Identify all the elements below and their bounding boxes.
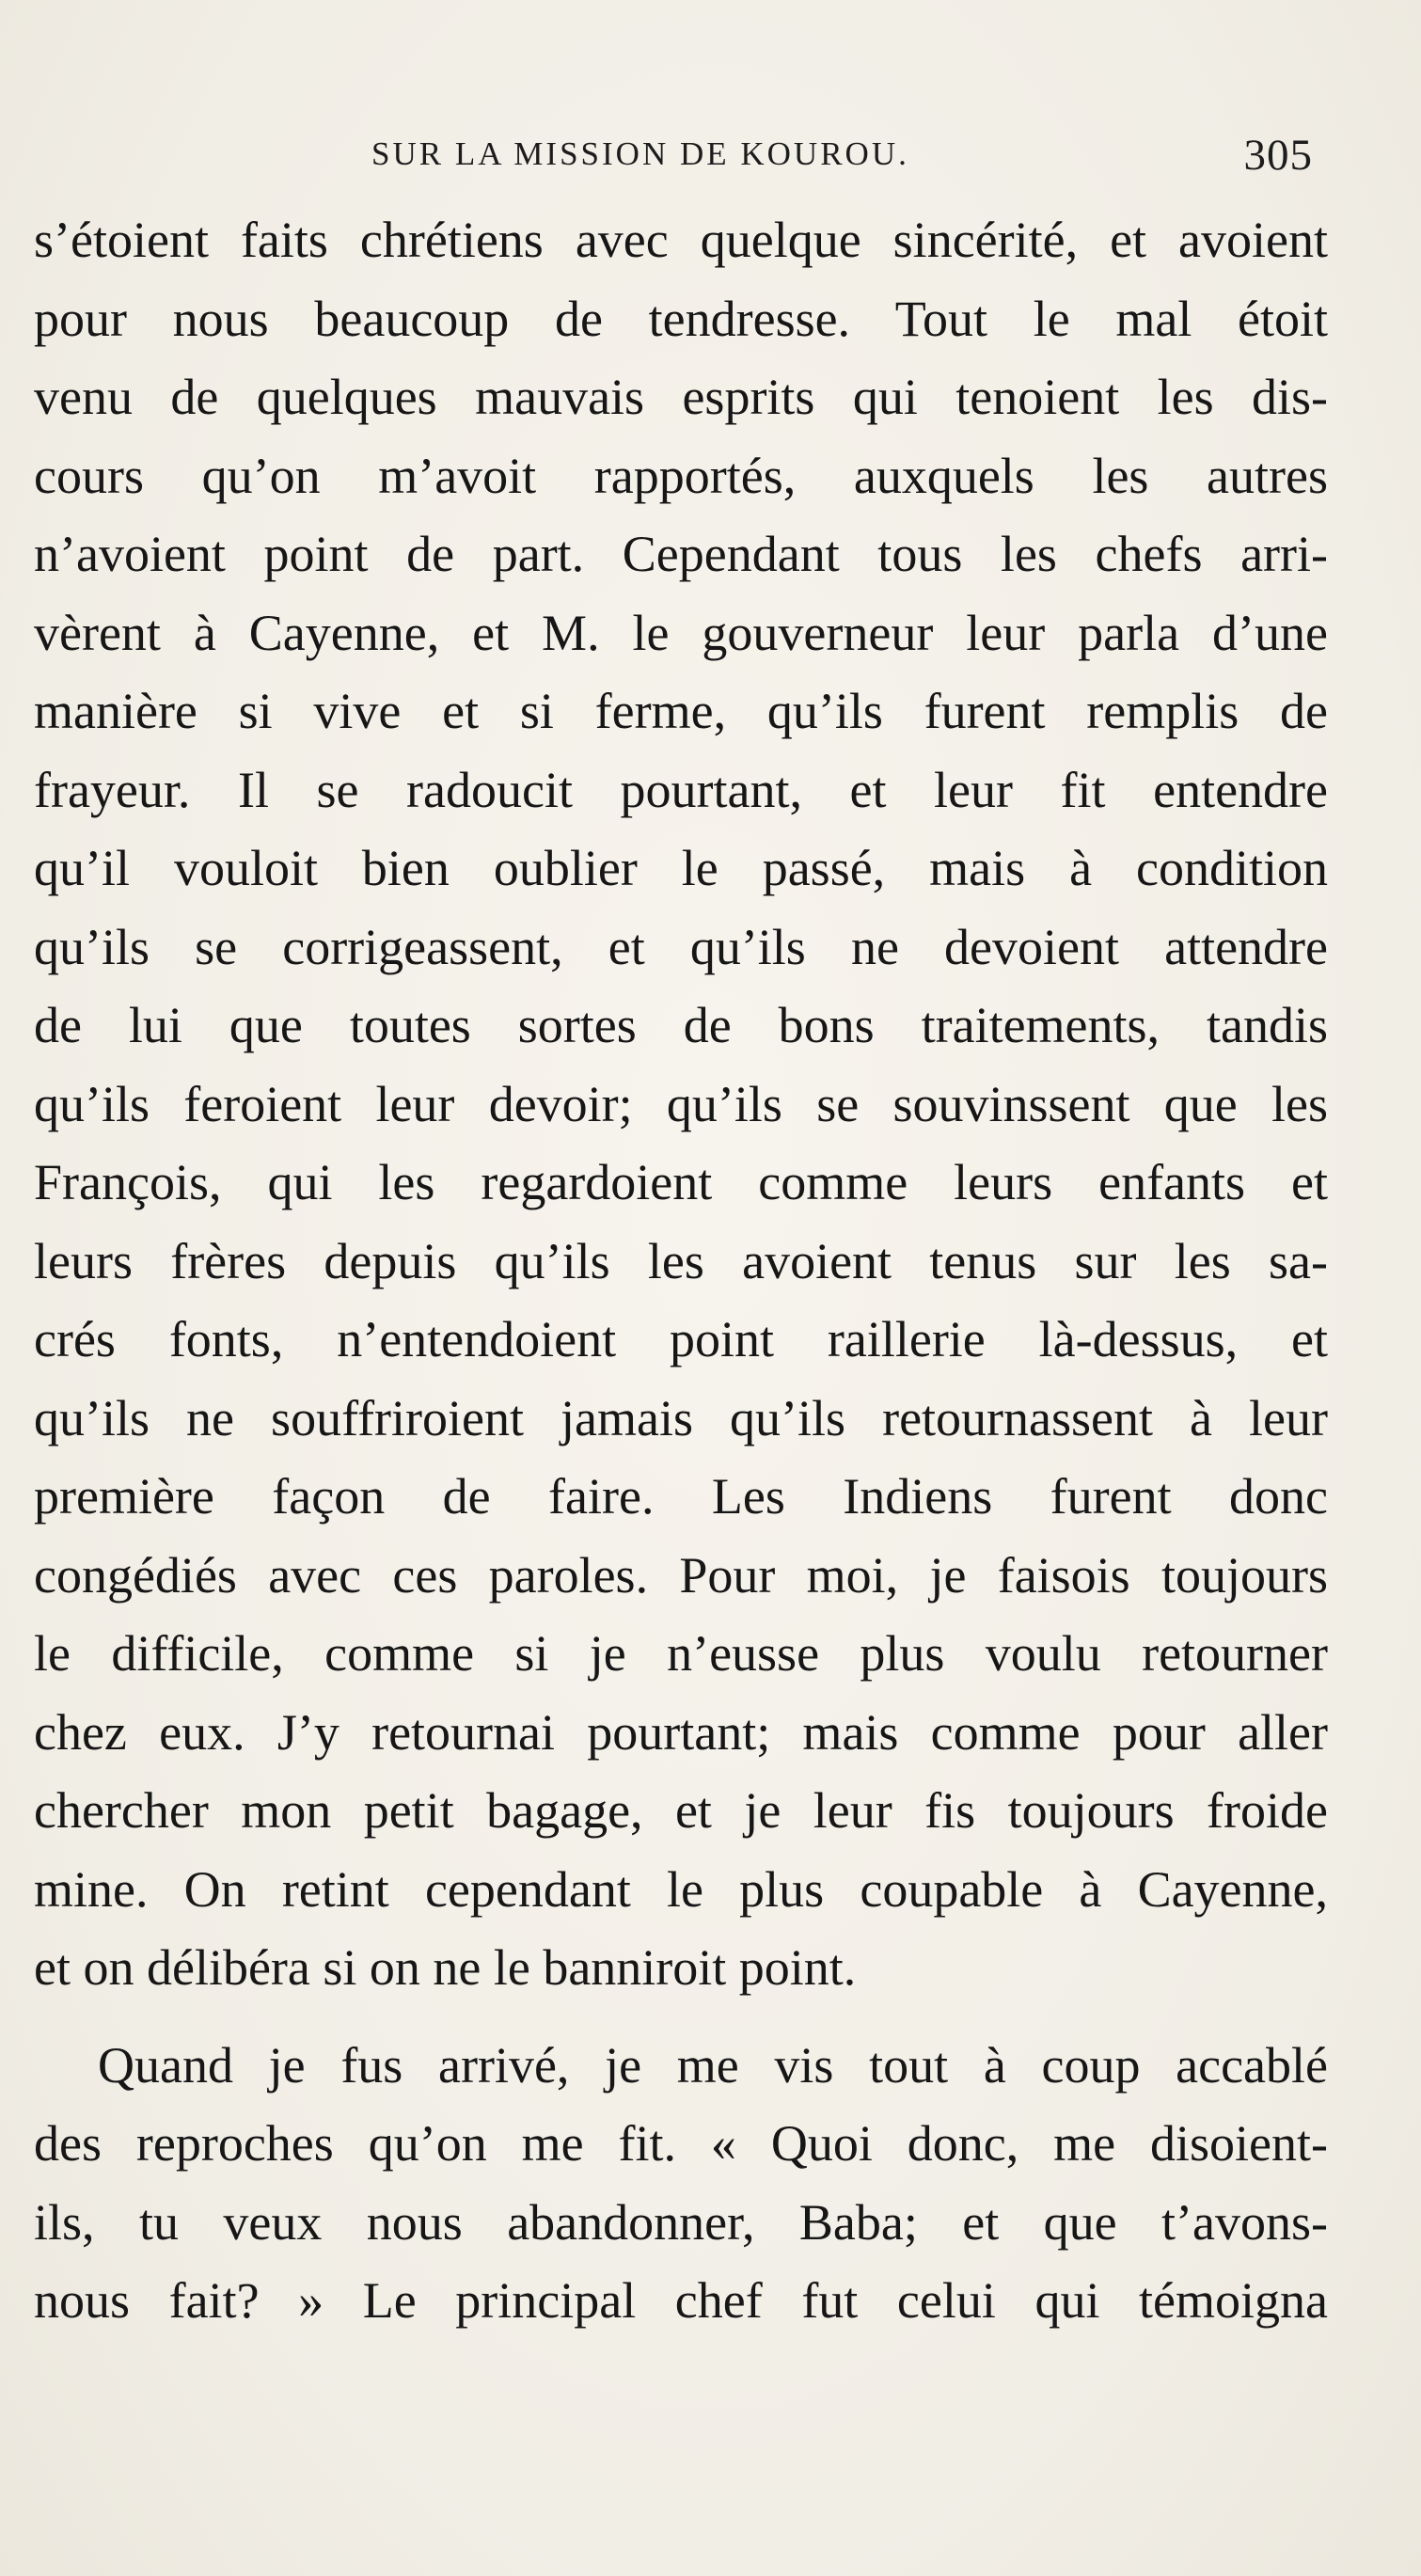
- text-line: venu de quelques mauvais esprits qui tenoient les dis-: [34, 369, 1328, 425]
- text-line: chercher mon petit bagage, et je leur fis toujours froide: [34, 1782, 1328, 1839]
- text-line: chez eux. J’y retournai pourtant; mais comme pour aller: [34, 1703, 1328, 1761]
- text-line: des reproches qu’on me fit. « Quoi donc, me disoient-: [34, 2115, 1328, 2172]
- body-text: [34, 201, 1328, 2341]
- text-line: Quand je fus arrivé, je me vis tout à coup accablé: [98, 2036, 1328, 2094]
- text-line: première façon de faire. Les Indiens furent donc: [34, 1468, 1328, 1525]
- text-line: nous fait? » Le principal chef fut celui qui témoigna: [34, 2272, 1328, 2329]
- text-line: crés fonts, n’entendoient point raillerie là-dessus, et: [34, 1311, 1328, 1367]
- page-header: [38, 130, 1326, 186]
- text-line: François, qui les regardoient comme leurs enfants et: [34, 1154, 1328, 1210]
- text-line: pour nous beaucoup de tendresse. Tout le mal étoit: [34, 290, 1328, 347]
- text-line: qu’ils feroient leur devoir; qu’ils se souvinssent que les: [34, 1075, 1328, 1132]
- paragraph-gap: [34, 2008, 1328, 2027]
- text-line: qu’ils ne souffriroient jamais qu’ils retournassent à leur: [34, 1389, 1328, 1446]
- running-head: SUR LA MISSION DE KOUROU.: [371, 135, 909, 172]
- page-number: 305: [1243, 131, 1313, 180]
- text-line: vèrent à Cayenne, et M. le gouverneur leur parla d’une: [34, 604, 1328, 661]
- text-line: s’étoient faits chrétiens avec quelque sincérité, et avoient: [34, 212, 1328, 268]
- text-line: cours qu’on m’avoit rapportés, auxquels les autres: [34, 447, 1328, 504]
- text-line: qu’il vouloit bien oublier le passé, mais à condition: [34, 840, 1328, 896]
- text-line: frayeur. Il se radoucit pourtant, et leur fit entendre: [34, 761, 1328, 818]
- paragraph-1: [34, 201, 1328, 2008]
- text-line: ils, tu veux nous abandonner, Baba; et que t’avons-: [34, 2193, 1328, 2251]
- text-line: leurs frères depuis qu’ils les avoient tenus sur les sa-: [34, 1232, 1328, 1289]
- text-line: et on délibéra si on ne le banniroit point.: [34, 1939, 857, 1996]
- text-line: congédiés avec ces paroles. Pour moi, je faisois toujours: [34, 1546, 1328, 1604]
- text-line: de lui que toutes sortes de bons traitements, tandis: [34, 997, 1328, 1053]
- text-line: manière si vive et si ferme, qu’ils furent remplis de: [34, 683, 1328, 739]
- text-line: n’avoient point de part. Cependant tous les chefs arri-: [34, 526, 1328, 582]
- paragraph-2: [34, 2027, 1328, 2341]
- text-line: qu’ils se corrigeassent, et qu’ils ne devoient attendre: [34, 918, 1328, 975]
- text-line: mine. On retint cependant le plus coupable à Cayenne,: [34, 1860, 1328, 1918]
- text-line: le difficile, comme si je n’eusse plus voulu retourner: [34, 1625, 1328, 1682]
